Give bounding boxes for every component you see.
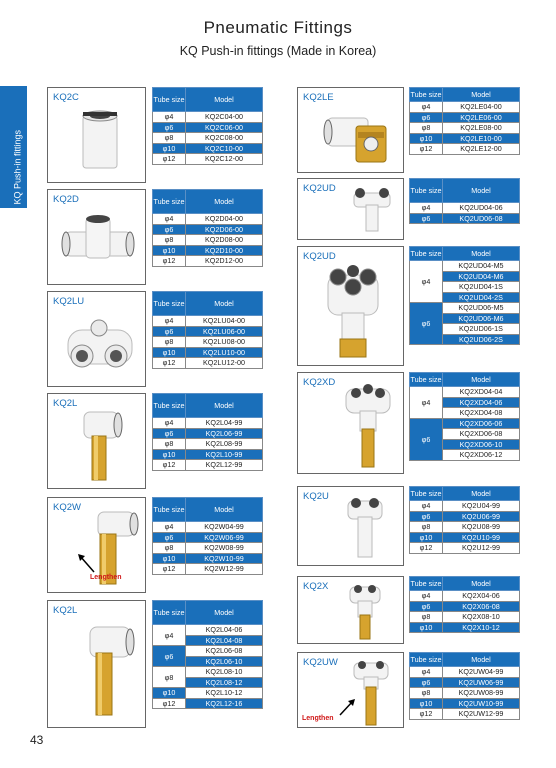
spec-table-kq2uw: [409, 652, 520, 720]
model-cell: KQ2L06-08: [186, 646, 263, 657]
tube-size-cell: φ6: [410, 677, 443, 688]
tube-size-cell: φ4: [410, 591, 443, 602]
table-row: [153, 122, 263, 133]
table-row: [410, 622, 520, 633]
double-union-fitting-icon: [62, 314, 138, 380]
tube-size-cell: φ10: [410, 532, 443, 543]
table-row: [153, 347, 263, 358]
tube-size-cell: φ4: [410, 387, 443, 419]
col-header-size: Tube size: [410, 88, 443, 102]
table-row: [153, 358, 263, 369]
model-cell: KQ2L12-16: [186, 698, 263, 709]
product-image-kq2w: [47, 497, 146, 593]
spec-table-kq2ud-tube: [409, 178, 520, 224]
table-row: [410, 612, 520, 623]
model-cell: KQ2UD04-06: [443, 203, 520, 214]
model-cell: KQ2LE04-00: [443, 102, 520, 113]
table-row: [153, 337, 263, 348]
col-header-model: Model: [186, 498, 263, 522]
col-header-model: Model: [443, 577, 520, 591]
table-row: [410, 511, 520, 522]
model-cell: KQ2UW10-99: [443, 698, 520, 709]
table-row: [153, 522, 263, 533]
table-row: [153, 326, 263, 337]
table-header-row: [410, 373, 520, 387]
model-cell: KQ2LE08-00: [443, 123, 520, 134]
model-cell: KQ2UD06-M5: [443, 303, 520, 314]
tube-size-cell: φ8: [153, 543, 186, 554]
tube-size-cell: φ6: [410, 213, 443, 224]
spec-table-kq2w: [152, 497, 263, 575]
table-row: [410, 133, 520, 144]
tube-size-cell: φ6: [410, 112, 443, 123]
table-header-row: [410, 247, 520, 261]
tube-size-cell: φ4: [153, 418, 186, 429]
spec-table-kq2ud-thread: [409, 246, 520, 345]
col-header-size: Tube size: [153, 292, 186, 316]
table-row: [410, 543, 520, 554]
model-cell: KQ2LE06-00: [443, 112, 520, 123]
arrow-icon: [76, 552, 96, 574]
product-image-kq2l-reducer: [47, 600, 146, 728]
spec-table-kq2d: [152, 189, 263, 267]
tube-size-cell: φ10: [410, 622, 443, 633]
table-header-row: [410, 88, 520, 102]
model-cell: KQ2XD04-04: [443, 387, 520, 398]
model-cell: KQ2X08-10: [443, 612, 520, 623]
product-image-kq2d: [47, 189, 146, 285]
table-row: [410, 203, 520, 214]
col-header-model: Model: [443, 247, 520, 261]
tube-size-cell: φ12: [410, 144, 443, 155]
page-number: 43: [30, 733, 44, 747]
tube-size-cell: φ8: [410, 688, 443, 699]
tube-size-cell: φ4: [410, 667, 443, 678]
spec-table-kq2u: [409, 486, 520, 554]
model-cell: KQ2L04-99: [186, 418, 263, 429]
model-cell: KQ2LE10-00: [443, 133, 520, 144]
table-header-row: [153, 601, 263, 625]
tube-size-cell: φ6: [153, 532, 186, 543]
tube-size-cell: φ8: [410, 522, 443, 533]
model-cell: KQ2D06-00: [186, 224, 263, 235]
lengthen-label: Lengthen: [302, 715, 334, 722]
table-row: [153, 428, 263, 439]
table-header-row: [153, 394, 263, 418]
tube-size-cell: φ6: [153, 224, 186, 235]
model-cell: KQ2C04-00: [186, 112, 263, 123]
tube-size-cell: φ4: [153, 214, 186, 225]
model-cell: KQ2UW12-99: [443, 709, 520, 720]
table-row: [153, 418, 263, 429]
model-cell: KQ2D10-00: [186, 245, 263, 256]
tube-size-cell: φ4: [410, 102, 443, 113]
col-header-size: Tube size: [410, 487, 443, 501]
col-header-size: Tube size: [410, 653, 443, 667]
tube-size-cell: φ6: [153, 646, 186, 667]
table-row: [153, 553, 263, 564]
tube-size-cell: φ4: [410, 261, 443, 303]
col-header-size: Tube size: [410, 577, 443, 591]
model-cell: KQ2XD06-12: [443, 450, 520, 461]
tube-size-cell: φ8: [410, 612, 443, 623]
tube-size-cell: φ12: [153, 698, 186, 709]
section-side-tab[interactable]: [0, 86, 27, 208]
model-cell: KQ2L06-99: [186, 428, 263, 439]
model-cell: KQ2UD06-2S: [443, 334, 520, 345]
tube-size-cell: φ6: [153, 326, 186, 337]
col-header-model: Model: [443, 373, 520, 387]
table-row: [410, 303, 520, 314]
tube-size-cell: φ12: [153, 460, 186, 471]
manifold-fitting-icon: [338, 383, 398, 473]
product-image-kq2ud-thread: [297, 246, 404, 366]
table-header-row: [153, 190, 263, 214]
multi-union-threaded-fitting-icon: [314, 263, 392, 363]
col-header-size: Tube size: [410, 247, 443, 261]
model-cell: KQ2W04-99: [186, 522, 263, 533]
col-header-model: Model: [186, 292, 263, 316]
model-cell: KQ2UD04-M6: [443, 271, 520, 282]
product-label: KQ2D: [53, 194, 79, 205]
col-header-model: Model: [186, 394, 263, 418]
table-row: [153, 698, 263, 709]
model-cell: KQ2UD06-1S: [443, 324, 520, 335]
model-cell: KQ2U06-99: [443, 511, 520, 522]
table-row: [410, 418, 520, 429]
model-cell: KQ2LU10-00: [186, 347, 263, 358]
tube-size-cell: φ10: [410, 698, 443, 709]
tee-fitting-icon: [58, 210, 138, 280]
tube-size-cell: φ10: [153, 449, 186, 460]
tube-size-cell: φ12: [153, 256, 186, 267]
table-row: [153, 224, 263, 235]
tube-size-cell: φ8: [153, 667, 186, 688]
model-cell: KQ2UD04-2S: [443, 292, 520, 303]
model-cell: KQ2L08-12: [186, 677, 263, 688]
spec-table-kq2l-reducer: [152, 600, 263, 709]
model-cell: KQ2D12-00: [186, 256, 263, 267]
model-cell: KQ2W12-99: [186, 564, 263, 575]
table-row: [410, 677, 520, 688]
tube-size-cell: φ8: [153, 235, 186, 246]
product-image-kq2l: [47, 393, 146, 489]
table-row: [410, 709, 520, 720]
table-row: [153, 667, 263, 678]
table-row: [153, 133, 263, 144]
table-row: [153, 625, 263, 636]
table-row: [153, 143, 263, 154]
table-row: [410, 532, 520, 543]
table-row: [410, 688, 520, 699]
table-row: [410, 698, 520, 709]
spec-table-kq2lu: [152, 291, 263, 369]
product-label: KQ2UD: [303, 183, 336, 194]
table-header-row: [410, 577, 520, 591]
table-row: [153, 460, 263, 471]
model-cell: KQ2W08-99: [186, 543, 263, 554]
product-image-kq2lu: [47, 291, 146, 387]
tube-size-cell: φ4: [410, 501, 443, 512]
table-row: [153, 154, 263, 165]
table-header-row: [410, 653, 520, 667]
model-cell: KQ2W10-99: [186, 553, 263, 564]
table-row: [410, 522, 520, 533]
product-label: KQ2W: [53, 502, 81, 513]
table-row: [153, 316, 263, 327]
product-image-kq2c: [47, 87, 146, 183]
straight-union-fitting-icon: [72, 106, 128, 176]
table-row: [410, 144, 520, 155]
model-cell: KQ2LU04-00: [186, 316, 263, 327]
page-title: Pneumatic Fittings: [203, 18, 353, 37]
tube-size-cell: φ6: [410, 303, 443, 345]
model-cell: KQ2LU08-00: [186, 337, 263, 348]
table-row: [153, 112, 263, 123]
tube-size-cell: φ4: [153, 112, 186, 123]
model-cell: KQ2UW08-99: [443, 688, 520, 699]
model-cell: KQ2D08-00: [186, 235, 263, 246]
col-header-model: Model: [443, 487, 520, 501]
model-cell: KQ2D04-00: [186, 214, 263, 225]
model-cell: KQ2XD06-06: [443, 418, 520, 429]
tube-size-cell: φ10: [153, 553, 186, 564]
tube-size-cell: φ6: [153, 428, 186, 439]
model-cell: KQ2C06-00: [186, 122, 263, 133]
tube-size-cell: φ8: [153, 133, 186, 144]
table-row: [410, 123, 520, 134]
col-header-model: Model: [186, 190, 263, 214]
spec-table-kq2le: [409, 87, 520, 155]
tube-size-cell: φ12: [410, 709, 443, 720]
spec-table-kq2l: [152, 393, 263, 471]
y-union-fitting-icon: [342, 495, 388, 563]
model-cell: KQ2L12-99: [186, 460, 263, 471]
lengthen-label: Lengthen: [90, 574, 122, 581]
tube-size-cell: φ6: [410, 418, 443, 460]
spec-table-kq2xd: [409, 372, 520, 461]
col-header-size: Tube size: [410, 373, 443, 387]
table-row: [410, 261, 520, 272]
spec-table-kq2c: [152, 87, 263, 165]
product-label: KQ2C: [53, 92, 79, 103]
col-header-model: Model: [186, 88, 263, 112]
col-header-model: Model: [443, 179, 520, 203]
side-tab-label: KQ Push-in fittings: [12, 129, 23, 204]
tube-size-cell: φ12: [153, 154, 186, 165]
model-cell: KQ2L08-10: [186, 667, 263, 678]
page-subtitle: KQ Push-in fittings (Made in Korea): [179, 44, 377, 58]
table-row: [410, 213, 520, 224]
product-label: KQ2L: [53, 398, 78, 409]
model-cell: KQ2C08-00: [186, 133, 263, 144]
tube-size-cell: φ10: [153, 347, 186, 358]
table-header-row: [410, 179, 520, 203]
elbow-reducer-fitting-icon: [82, 621, 142, 721]
col-header-model: Model: [443, 653, 520, 667]
product-image-kq2ud-tube: [297, 178, 404, 240]
table-row: [410, 501, 520, 512]
table-row: [153, 646, 263, 657]
tube-size-cell: φ4: [153, 316, 186, 327]
model-cell: KQ2U08-99: [443, 522, 520, 533]
model-cell: KQ2LE12-00: [443, 144, 520, 155]
tube-size-cell: φ6: [153, 122, 186, 133]
table-row: [153, 449, 263, 460]
product-image-kq2x: [297, 576, 404, 644]
model-cell: KQ2U12-99: [443, 543, 520, 554]
model-cell: KQ2XD06-08: [443, 429, 520, 440]
model-cell: KQ2UW06-99: [443, 677, 520, 688]
table-header-row: [153, 498, 263, 522]
model-cell: KQ2UD04-1S: [443, 282, 520, 293]
arrow-icon: [338, 697, 356, 717]
model-cell: KQ2C10-00: [186, 143, 263, 154]
tube-size-cell: φ12: [153, 358, 186, 369]
table-row: [153, 214, 263, 225]
model-cell: KQ2L10-99: [186, 449, 263, 460]
model-cell: KQ2C12-00: [186, 154, 263, 165]
model-cell: KQ2UD04-M5: [443, 261, 520, 272]
tube-size-cell: φ12: [410, 543, 443, 554]
table-row: [153, 235, 263, 246]
tube-size-cell: φ6: [410, 601, 443, 612]
tube-size-cell: φ10: [153, 245, 186, 256]
table-header-row: [410, 487, 520, 501]
product-label: KQ2X: [303, 581, 329, 592]
model-cell: KQ2XD06-10: [443, 439, 520, 450]
col-header-size: Tube size: [153, 498, 186, 522]
model-cell: KQ2L04-08: [186, 635, 263, 646]
product-label: KQ2UW: [303, 657, 338, 668]
tube-size-cell: φ8: [410, 123, 443, 134]
product-image-kq2le: [297, 87, 404, 173]
tube-size-cell: φ12: [153, 564, 186, 575]
model-cell: KQ2UW04-99: [443, 667, 520, 678]
y-reducer-fitting-icon: [342, 581, 388, 643]
model-cell: KQ2UD06-08: [443, 213, 520, 224]
tube-size-cell: φ4: [153, 625, 186, 646]
col-header-size: Tube size: [153, 601, 186, 625]
tube-size-cell: φ4: [153, 522, 186, 533]
col-header-model: Model: [443, 88, 520, 102]
table-row: [153, 564, 263, 575]
product-label: KQ2LE: [303, 92, 334, 103]
model-cell: KQ2U04-99: [443, 501, 520, 512]
spec-table-kq2x: [409, 576, 520, 633]
model-cell: KQ2W06-99: [186, 532, 263, 543]
table-row: [153, 543, 263, 554]
product-image-kq2uw: [297, 652, 404, 728]
model-cell: KQ2X06-08: [443, 601, 520, 612]
table-row: [410, 667, 520, 678]
product-image-kq2xd: [297, 372, 404, 474]
model-cell: KQ2UD06-M6: [443, 313, 520, 324]
product-label: KQ2LU: [53, 296, 85, 307]
col-header-size: Tube size: [410, 179, 443, 203]
table-row: [153, 532, 263, 543]
table-row: [410, 112, 520, 123]
model-cell: KQ2LU12-00: [186, 358, 263, 369]
tube-size-cell: φ10: [410, 133, 443, 144]
tube-size-cell: φ6: [410, 511, 443, 522]
elbow-fitting-icon: [70, 408, 130, 490]
model-cell: KQ2U10-99: [443, 532, 520, 543]
model-cell: KQ2X04-06: [443, 591, 520, 602]
table-row: [410, 387, 520, 398]
product-image-kq2u: [297, 486, 404, 566]
model-cell: KQ2L04-06: [186, 625, 263, 636]
col-header-model: Model: [186, 601, 263, 625]
model-cell: KQ2L06-10: [186, 656, 263, 667]
model-cell: KQ2LU06-00: [186, 326, 263, 337]
table-header-row: [153, 88, 263, 112]
table-row: [410, 102, 520, 113]
model-cell: KQ2L08-99: [186, 439, 263, 450]
model-cell: KQ2XD04-08: [443, 408, 520, 419]
multi-union-fitting-icon: [348, 183, 398, 237]
model-cell: KQ2XD04-06: [443, 397, 520, 408]
bulkhead-union-fitting-icon: [322, 104, 390, 170]
col-header-size: Tube size: [153, 394, 186, 418]
product-label: KQ2XD: [303, 377, 336, 388]
model-cell: KQ2X10-12: [443, 622, 520, 633]
tube-size-cell: φ8: [153, 337, 186, 348]
col-header-size: Tube size: [153, 190, 186, 214]
tube-size-cell: φ10: [153, 143, 186, 154]
table-row: [410, 601, 520, 612]
product-label: KQ2L: [53, 605, 78, 616]
tube-size-cell: φ8: [153, 439, 186, 450]
table-row: [153, 245, 263, 256]
tube-size-cell: φ10: [153, 688, 186, 699]
table-row: [153, 256, 263, 267]
table-header-row: [153, 292, 263, 316]
product-label: KQ2UD: [303, 251, 336, 262]
table-row: [153, 439, 263, 450]
model-cell: KQ2L10-12: [186, 688, 263, 699]
col-header-size: Tube size: [153, 88, 186, 112]
product-label: KQ2U: [303, 491, 329, 502]
tube-size-cell: φ4: [410, 203, 443, 214]
table-row: [410, 591, 520, 602]
table-row: [153, 688, 263, 699]
